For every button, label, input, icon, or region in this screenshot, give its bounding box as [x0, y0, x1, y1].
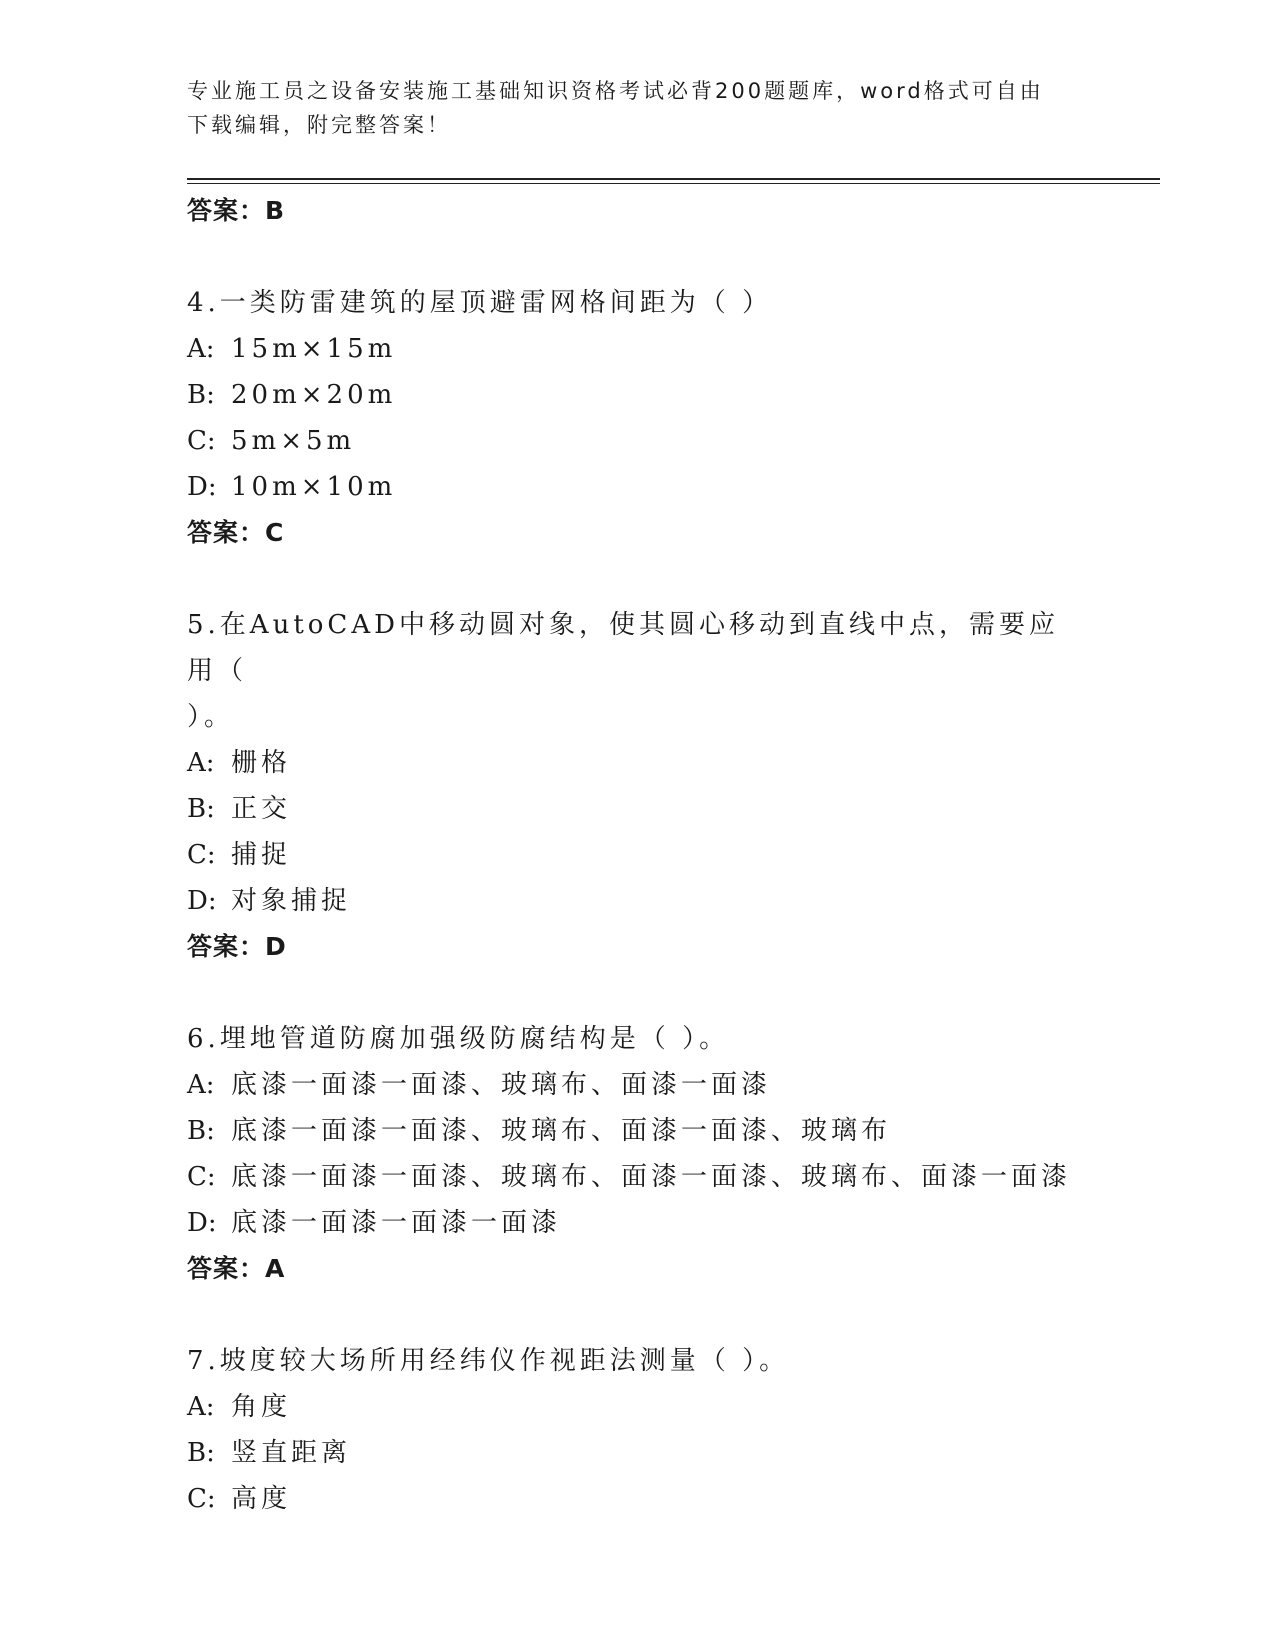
option-text: 栅格 — [231, 748, 292, 778]
header-line-2: 下载编辑，附完整答案！ — [187, 113, 451, 137]
option-text: 竖直距离 — [231, 1438, 352, 1468]
option-letter: A: — [187, 1070, 215, 1100]
option-letter: D: — [187, 886, 217, 916]
question-block — [187, 1016, 1087, 1292]
option-text: 捕捉 — [231, 840, 292, 870]
option-text: 底漆一面漆一面漆一面漆 — [231, 1208, 562, 1238]
question-block — [187, 602, 1087, 970]
answer-line: 答案：A — [187, 1254, 286, 1283]
option-letter: D: — [187, 472, 217, 502]
option-c — [187, 1154, 1087, 1200]
header-divider-thin — [187, 183, 1160, 184]
option-b — [187, 372, 1087, 418]
header-divider-thick — [187, 178, 1160, 180]
option-text: 底漆一面漆一面漆、玻璃布、面漆一面漆、玻璃布 — [231, 1116, 892, 1146]
question-stem: 6.埋地管道防腐加强级防腐结构是（ ）。 — [187, 1024, 730, 1054]
option-text: 角度 — [231, 1392, 292, 1422]
option-a — [187, 740, 1087, 786]
option-d — [187, 878, 1087, 924]
option-c — [187, 1476, 1087, 1522]
option-a — [187, 1062, 1087, 1108]
option-text: 15m×15m — [231, 334, 397, 364]
document-header — [187, 74, 1067, 142]
option-b — [187, 1108, 1087, 1154]
option-text: 底漆一面漆一面漆、玻璃布、面漆一面漆、玻璃布、面漆一面漆 — [231, 1162, 1072, 1192]
option-letter: B: — [187, 380, 215, 410]
question-stem: 5.在AutoCAD中移动圆对象，使其圆心移动到直线中点，需要应用（ — [187, 610, 1059, 686]
option-letter: B: — [187, 1438, 215, 1468]
option-letter: B: — [187, 1116, 215, 1146]
header-line-1: 专业施工员之设备安装施工基础知识资格考试必背200题题库，word格式可自由 — [187, 79, 1044, 103]
option-letter: A: — [187, 748, 215, 778]
question-block — [187, 1338, 1087, 1522]
option-letter: C: — [187, 1162, 216, 1192]
question-block — [187, 280, 1087, 556]
option-d — [187, 1200, 1087, 1246]
option-c — [187, 418, 1087, 464]
option-text: 20m×20m — [231, 380, 397, 410]
option-letter: A: — [187, 1392, 215, 1422]
option-text: 高度 — [231, 1484, 292, 1514]
option-text: 底漆一面漆一面漆、玻璃布、面漆一面漆 — [231, 1070, 772, 1100]
question-list — [187, 188, 1087, 1522]
option-letter: D: — [187, 1208, 217, 1238]
option-text: 10m×10m — [231, 472, 397, 502]
answer-line: 答案：D — [187, 932, 287, 961]
question-stem: 4.一类防雷建筑的屋顶避雷网格间距为（ ） — [187, 288, 773, 318]
option-letter: B: — [187, 794, 215, 824]
answer-line: 答案：C — [187, 518, 285, 547]
option-text: 正交 — [231, 794, 292, 824]
answer-line: 答案：B — [187, 196, 286, 225]
option-b — [187, 1430, 1087, 1476]
option-letter: A: — [187, 334, 215, 364]
option-a — [187, 1384, 1087, 1430]
option-letter: C: — [187, 1484, 216, 1514]
option-c — [187, 832, 1087, 878]
option-a — [187, 326, 1087, 372]
option-b — [187, 786, 1087, 832]
option-letter: C: — [187, 426, 216, 456]
question-stem: 7.坡度较大场所用经纬仪作视距法测量（ ）。 — [187, 1346, 790, 1376]
option-text: 对象捕捉 — [231, 886, 352, 916]
option-letter: C: — [187, 840, 216, 870]
option-text: 5m×5m — [231, 426, 356, 456]
option-d — [187, 464, 1087, 510]
question-stem-continued: ）。 — [187, 702, 235, 732]
